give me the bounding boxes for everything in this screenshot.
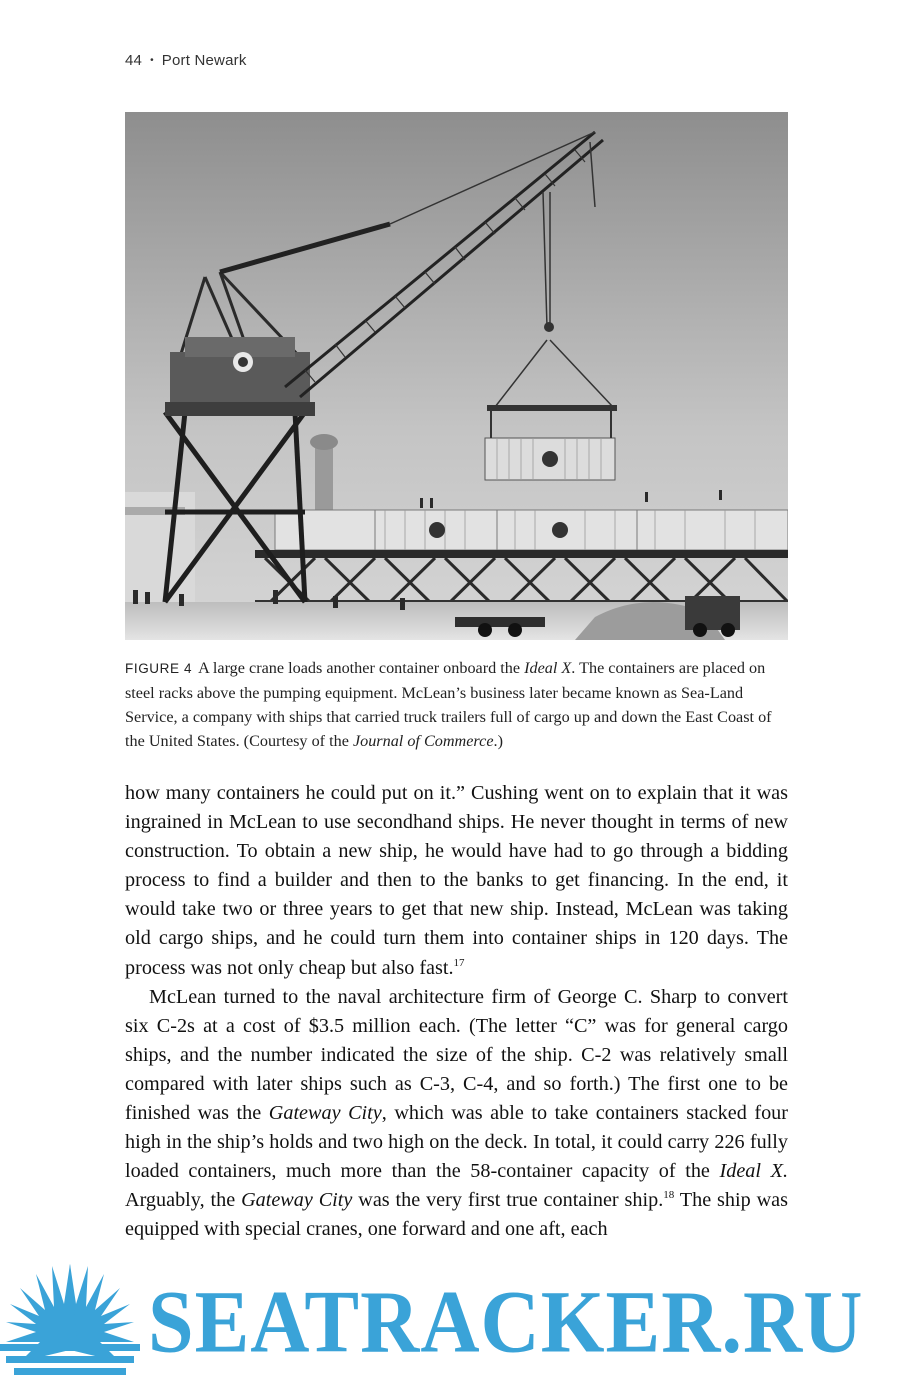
paragraph-2 [125,983,788,1245]
p2-ship-ideal-x: Ideal X. [719,1160,788,1183]
p2-ship-gateway-city: Gateway City [268,1102,382,1125]
caption-text-3: .) [493,732,503,750]
caption-text-1: A large crane loads another container onboard the [198,659,525,677]
section-title: Port Newark [161,52,247,69]
figure-label: FIGURE 4 [125,661,193,676]
caption-text-2: . The containers are placed on steel racks above the pumping equipment. McLean’s business later became known as Sea-Land Service, a company with ships that carried truck trailers full of cargo up and down the East Coast of the United States. (Courtesy of the [125,659,772,750]
p2-text-c: Arguably, the [125,1189,242,1212]
paragraph-1 [125,779,788,983]
endnote-18: 18 [663,1189,675,1202]
p2-text-b: , which was able to take containers stacked four high in the ship’s holds and two high on the deck. In total, it could carry 226 fully loaded containers, much more than the 58-container capacity of the [125,1102,788,1183]
watermark-text: SEATRACKER.RU [148,1272,864,1371]
endnote-17: 17 [453,956,465,969]
p2-text-d: was the very first true container ship. [352,1189,664,1212]
crane-photograph [125,112,788,640]
page-number: 44 [125,52,143,69]
p2-ship-gateway-city-2: Gateway City [241,1189,353,1212]
body-text [125,779,788,1245]
paragraph-1-text: how many containers he could put on it.” Cushing went on to explain that it was ingrained in McLean to use secondhand ships. He never thought in terms of new construction. To obtain a new ship, he would have had to go through a bidding process to find a builder and then to the banks to get financing. In the end, it would take two or three years to get that new ship. Instead, McLean was taking old cargo ships, and he could turn them into container ships in 120 days. The process was not only cheap but also fast. [125,782,788,979]
caption-source-name: Journal of Commerce [352,732,494,750]
p2-text-e: The ship was equipped with special cranes, one forward and one aft, each [125,1189,788,1241]
figure-caption [125,656,788,753]
p2-text-a: McLean turned to the naval architecture firm of George C. Sharp to convert six C-2s at a cost of $3.5 million each. (The letter “C” was for general cargo ships, and the number indicated the size of the ship. C-2 was relatively small compared with later ships such as C-3, C-4, and so forth.) The first one to be finished was the [125,985,788,1125]
separator-dot: • [150,55,154,66]
caption-ship-name: Ideal X [524,659,572,677]
running-head [125,52,247,69]
